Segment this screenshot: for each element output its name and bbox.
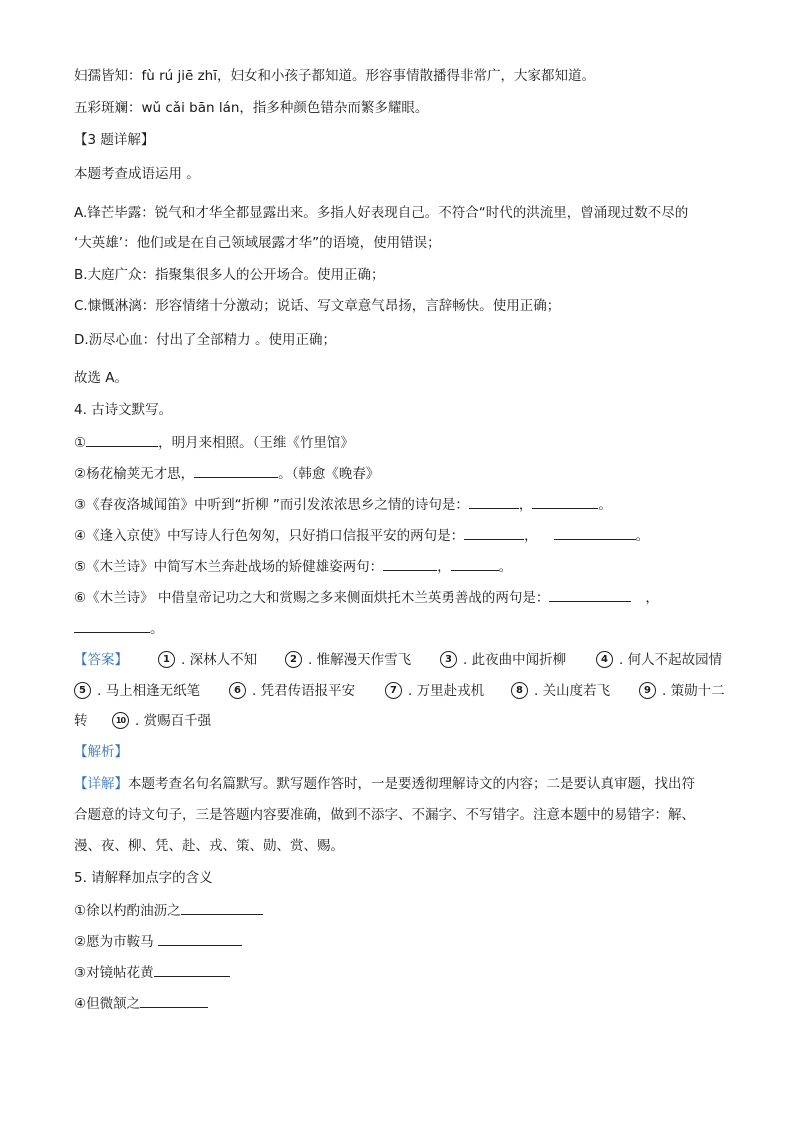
q4-item-5-sep: ， xyxy=(437,559,451,575)
answer-row-1 xyxy=(74,649,724,671)
answer-blank xyxy=(154,961,230,977)
q4-item-1 xyxy=(74,431,354,453)
q3-option-b: B.大庭广众：指聚集很多人的公开场合。使用正确； xyxy=(74,267,385,283)
answer-blank xyxy=(383,555,437,571)
q4-item-2 xyxy=(74,462,379,484)
q4-item-3-end: 。 xyxy=(598,497,612,513)
answer-number: 1 xyxy=(158,651,175,668)
q4-item-4-end: 。 xyxy=(635,528,650,544)
answer-number: 6 xyxy=(229,682,246,699)
answer-blank xyxy=(194,462,278,478)
q5-item-4 xyxy=(74,992,208,1014)
q5-item-1-text: ①徐以杓酌油沥之 xyxy=(74,903,181,919)
answer-text: . 赏赐百千强 xyxy=(135,713,212,729)
answer-item xyxy=(74,680,200,702)
answer-text: . 万里赴戎机 xyxy=(408,683,485,699)
answer-text: . 惟解漫天作雪飞 xyxy=(308,652,412,668)
q4-item-5-end: 。 xyxy=(498,559,513,575)
q3-intro: 本题考查成语运用 。 xyxy=(74,166,200,182)
q3-option-a-cont: ‘大英雄’：他们或是在自己领域展露才华”的语境，使用错误； xyxy=(74,235,441,251)
answer-number: 2 xyxy=(285,651,302,668)
q4-item-5 xyxy=(74,555,512,577)
answer-blank xyxy=(469,493,519,509)
idiom-note-wucaibanlan: 五彩斑斓：wǔ cǎi bān lán，指多种颜色错杂而繁多耀眼。 xyxy=(74,100,429,116)
q4-item-1-text: ，明月来相照。（王维《竹里馆》 xyxy=(158,435,354,451)
q4-item-6-cont xyxy=(74,617,164,639)
answer-label: 【答案】 xyxy=(74,652,128,668)
answer-item xyxy=(511,680,610,702)
answer-item xyxy=(229,680,355,702)
answer-text: . 策勋十二 xyxy=(662,683,725,699)
answer-blank xyxy=(158,930,242,946)
q5-item-2-text: ②愿为市鞍马 xyxy=(74,934,158,950)
answer-blank xyxy=(181,899,263,915)
q3-conclusion: 故选 A。 xyxy=(74,370,129,386)
answer-blank xyxy=(86,431,158,447)
answer-number: 5 xyxy=(74,682,91,699)
q4-item-2-source: 。（韩愈《晚春》 xyxy=(278,466,380,482)
answer-number: 4 xyxy=(596,651,613,668)
answer-item xyxy=(596,649,722,671)
answer-blank xyxy=(140,992,208,1008)
answer-number: 7 xyxy=(385,682,402,699)
q4-title: 4. 古诗文默写。 xyxy=(74,402,173,418)
answer-item xyxy=(158,649,257,671)
q4-item-4-text: ④《逢入京使》中写诗人行色匆匆，只好捎口信报平安的两句是： xyxy=(74,528,465,544)
answer-row-2 xyxy=(74,680,724,702)
answer-text: . 马上相逢无纸笔 xyxy=(97,683,201,699)
q3-detail-heading: 【3 题详解】 xyxy=(74,132,155,148)
detail-line-2: 合题意的诗文句子，三是答题内容要准确，做到不添字、不漏字、不写错字。注意本题中的易错字：解、 xyxy=(74,807,695,823)
detail-line-3: 漫、夜、柳、凭、赴、戎、策、勋、赏、赐。 xyxy=(74,838,344,854)
detail-line-1 xyxy=(74,774,695,794)
q4-item-6-sep: ， xyxy=(645,590,659,606)
answer-blank xyxy=(74,617,150,633)
q5-item-3-text: ③对镜帖花黄 xyxy=(74,965,154,981)
q3-option-d: D.沥尽心血：付出了全部精力 。使用正确； xyxy=(74,332,336,348)
answer-blank xyxy=(464,524,524,540)
q4-item-3-text: ③《春夜洛城闻笛》中听到“折柳 ”而引发浓浓思乡之情的诗句是： xyxy=(74,497,469,513)
q3-option-a: A.锋芒毕露：锐气和才华全都显露出来。多指人好表现自己。不符合“时代的洪流里，曾涌现过数不尽的 xyxy=(74,205,689,221)
q4-item-5-text: ⑤《木兰诗》中简写木兰奔赴战场的矫健雄姿两句： xyxy=(74,559,384,575)
answer-number: 10 xyxy=(112,712,129,729)
q4-item-2-text: ②杨花榆荚无才思， xyxy=(74,466,195,482)
answer-number: 3 xyxy=(440,651,457,668)
detail-text-1: 本题考查名句名篇默写。默写题作答时，一是要透彻理解诗文的内容；二是要认真审题，找出符 xyxy=(128,776,695,792)
q4-item-6 xyxy=(74,586,659,608)
q5-item-4-text: ④但微颔之 xyxy=(74,996,141,1012)
q4-item-6-text: ⑥《木兰诗》 中借皇帝记功之大和赏赐之多来侧面烘托木兰英勇善战的两句是： xyxy=(74,590,550,606)
q3-option-c: C.慷慨淋漓：形容情绪十分激动；说话、写文章意气昂扬，言辞畅快。使用正确； xyxy=(74,298,561,314)
answer-text: . 何人不起故园情 xyxy=(619,652,723,668)
q4-item-4-sep: ， xyxy=(524,528,538,544)
answer-number: 9 xyxy=(639,682,656,699)
q4-item-4 xyxy=(74,524,649,546)
answer-item xyxy=(285,649,411,671)
q5-title: 5. 请解释加点字的含义 xyxy=(74,870,213,886)
answer-row-3 xyxy=(74,710,724,732)
q4-item-3-sep: ， xyxy=(518,497,533,513)
answer-item xyxy=(112,710,211,732)
q5-item-3 xyxy=(74,961,230,983)
answer-continuation: 转 xyxy=(74,713,88,729)
answer-text: . 关山度若飞 xyxy=(534,683,611,699)
answer-item xyxy=(440,649,566,671)
answer-item xyxy=(639,680,725,702)
answer-blank xyxy=(451,555,499,571)
idiom-note-furujiezhi: 妇孺皆知：fù rú jiē zhī，妇女和小孩子都知道。形容事情散播得非常广，大家都知道。 xyxy=(74,68,595,84)
q5-item-1 xyxy=(74,899,263,921)
answer-text: . 深林人不知 xyxy=(181,652,258,668)
answer-item xyxy=(385,680,484,702)
answer-text: . 凭君传语报平安 xyxy=(252,683,356,699)
detail-label: 【详解】 xyxy=(74,776,128,792)
analysis-label: 【解析】 xyxy=(74,744,128,760)
q5-item-2 xyxy=(74,930,242,952)
q4-item-6-end: 。 xyxy=(150,621,164,637)
answer-text: . 此夜曲中闻折柳 xyxy=(463,652,567,668)
answer-number: 8 xyxy=(511,682,528,699)
answer-blank xyxy=(554,524,636,540)
answer-blank xyxy=(549,586,631,602)
answer-blank xyxy=(532,493,598,509)
q4-item-3 xyxy=(74,493,612,515)
q4-item-1-num: ① xyxy=(74,435,87,451)
